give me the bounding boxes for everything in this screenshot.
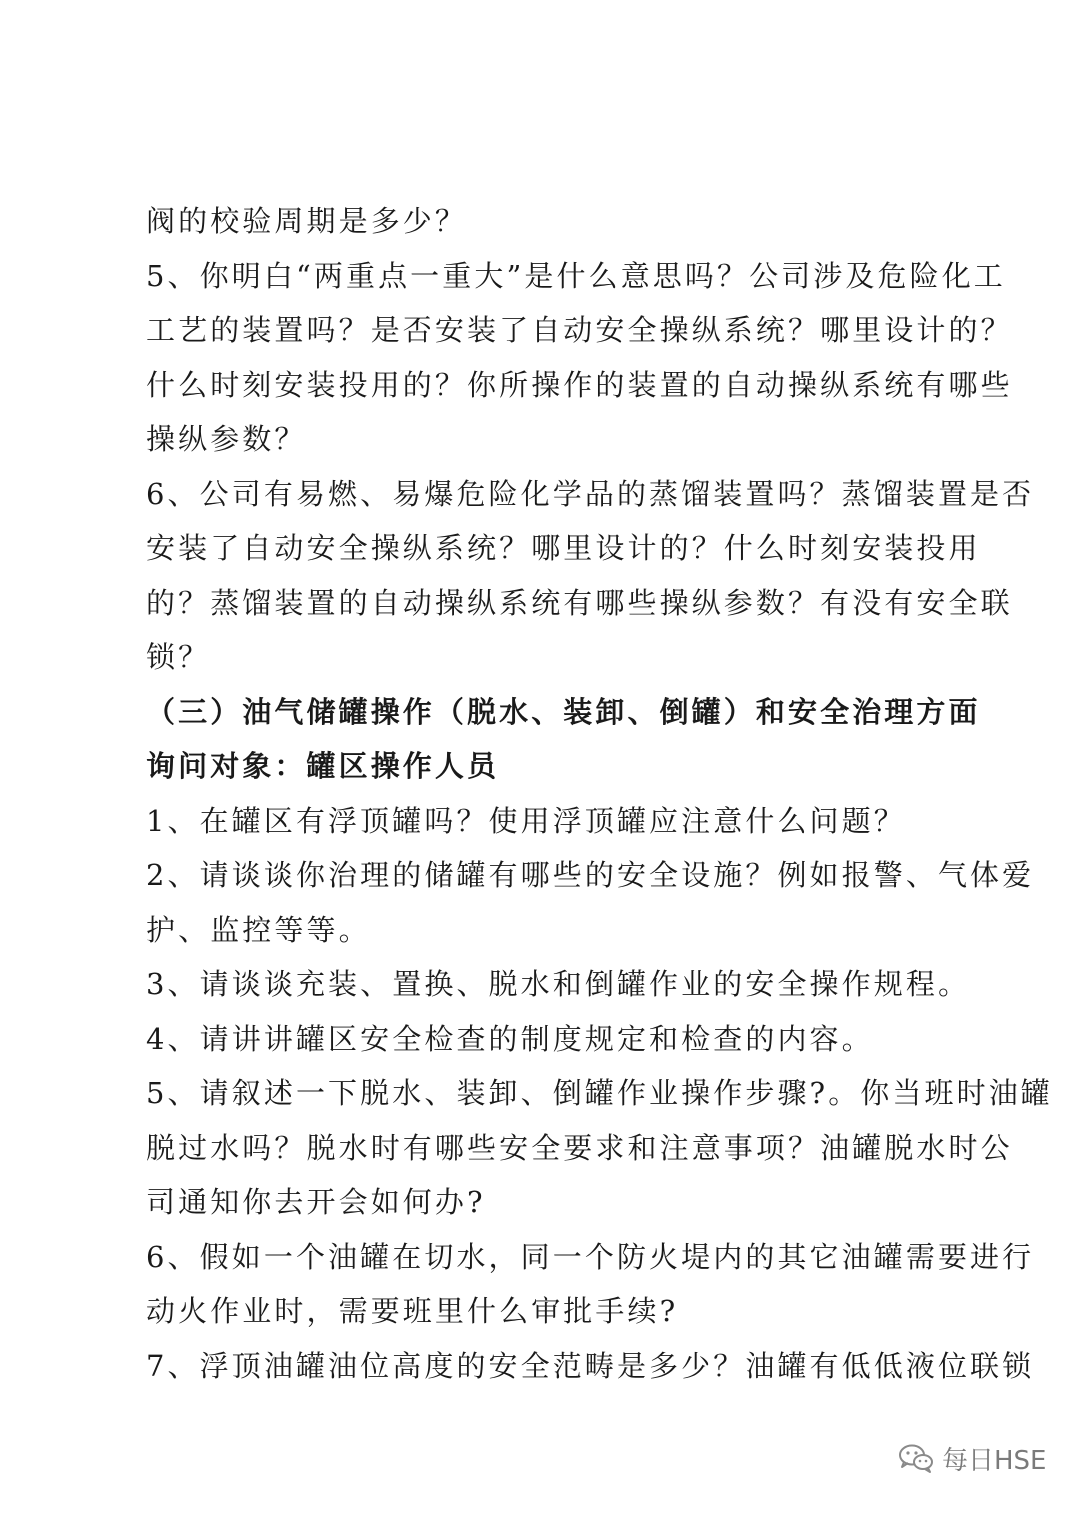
subject-heading: 询问对象：罐区操作人员 [146, 749, 500, 783]
document-body [146, 194, 1053, 1393]
text-line: 司通知你去开会如何办? [146, 1185, 486, 1219]
text-line: 安装了自动安全操纵系统？哪里设计的？什么时刻安装投用 [146, 531, 981, 565]
text-line: 6、假如一个油罐在切水，同一个防火堤内的其它油罐需要进行 [146, 1239, 1035, 1274]
text-line: 7、浮顶油罐油位高度的安全范畴是多少？油罐有低低液位联锁 [146, 1348, 1035, 1383]
watermark [898, 1438, 1046, 1478]
wechat-icon [898, 1443, 934, 1473]
watermark-text: 每日HSE [942, 1445, 1047, 1476]
text-line: 6、公司有易燃、易爆危险化学品的蒸馏装置吗？蒸馏装置是否 [146, 476, 1035, 511]
text-line: 5、你明白“两重点一重大”是什么意思吗？公司涉及危险化工 [146, 258, 1006, 293]
text-line: 护、监控等等。 [146, 912, 371, 947]
text-line: 脱过水吗？脱水时有哪些安全要求和注意事项？油罐脱水时公 [146, 1130, 1013, 1165]
text-line: 4、请讲讲罐区安全检查的制度规定和检查的内容。 [146, 1021, 874, 1056]
text-line: 2、请谈谈你治理的储罐有哪些的安全设施？例如报警、气体爱 [146, 858, 1035, 892]
text-line: 阀的校验周期是多少？ [146, 204, 468, 238]
text-line: 什么时刻安装投用的？你所操作的装置的自动操纵系统有哪些 [146, 367, 1013, 402]
text-line: 1、在罐区有浮顶罐吗？使用浮顶罐应注意什么问题？ [146, 803, 906, 838]
text-line: 操纵参数？ [146, 422, 307, 456]
text-line: 3、请谈谈充装、置换、脱水和倒罐作业的安全操作规程。 [146, 967, 971, 1001]
text-line: 动火作业时，需要班里什么审批手续? [146, 1294, 679, 1328]
text-line: 锁？ [146, 640, 211, 674]
text-line: 的？蒸馏装置的自动操纵系统有哪些操纵参数？有没有安全联 [146, 585, 1013, 620]
text-line: 工艺的装置吗？是否安装了自动安全操纵系统？哪里设计的？ [146, 313, 1013, 347]
text-line: 5、请叙述一下脱水、装卸、倒罐作业操作步骤?。你当班时油罐 [146, 1076, 1053, 1110]
section-heading: （三）油气储罐操作（脱水、装卸、倒罐）和安全治理方面 [146, 694, 981, 729]
